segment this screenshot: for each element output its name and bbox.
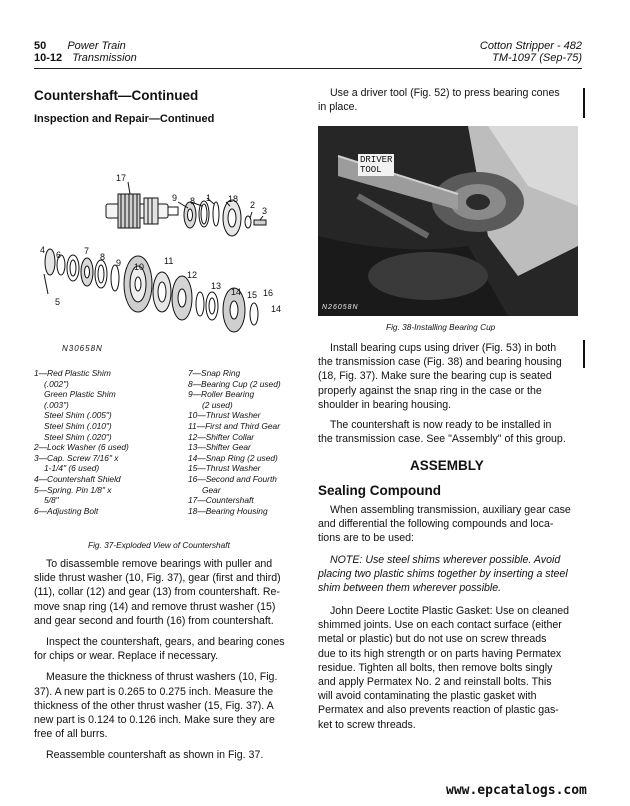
page-number: 50: [34, 40, 47, 52]
legend-column-2: [188, 368, 308, 516]
paragraph-inspect: [34, 635, 296, 663]
text-line: NOTE: Use steel shims wherever possible. Avoid: [330, 554, 561, 566]
label-line: TOOL: [360, 165, 382, 175]
text-line: the transmission case (Fig. 38) and bearing housing: [318, 356, 562, 369]
exploded-countershaft-figure: [40, 158, 302, 352]
running-header-right: [480, 40, 582, 64]
header-rule: [34, 68, 582, 69]
section-title: Power Train: [67, 40, 126, 52]
legend-item: Green Plastic Shim: [44, 389, 116, 400]
paragraph-reassemble: [34, 748, 296, 762]
section-heading: Countershaft—Continued: [34, 88, 199, 103]
legend-item: 5—Spring. Pin 1/8" x: [34, 484, 112, 495]
text-line: To disassemble remove bearings with puller and: [46, 558, 273, 570]
text-line: slide thrust washer (10, Fig. 37), gear (first and third): [34, 572, 281, 585]
figure-id: N30658N: [62, 344, 103, 353]
manual-number: TM-1097 (Sep-75): [492, 52, 582, 64]
text-line: Reassemble countershaft as shown in Fig. 37.: [46, 749, 264, 762]
text-line: Use a driver tool (Fig. 52) to press bearing cones: [330, 87, 560, 99]
legend-item: 12—Shifter Collar: [188, 431, 255, 442]
legend-item: 14—Snap Ring (2 used): [188, 452, 278, 463]
legend-item: Gear: [202, 484, 221, 495]
callout-2: 2: [250, 200, 256, 210]
text-line: new part is 0.124 to 0.126 inch. Make sure they are: [34, 714, 275, 727]
assembly-heading: ASSEMBLY: [410, 458, 484, 473]
legend-item: 9—Roller Bearing: [188, 389, 255, 400]
text-line: The countershaft is now ready to be installed in: [330, 419, 552, 431]
sealing-compound-heading: Sealing Compound: [318, 483, 441, 498]
callout-17: 17: [116, 173, 127, 183]
legend-item: (.003"): [44, 399, 69, 410]
photo-drawing: [318, 126, 578, 316]
text-line: 37). A new part is 0.265 to 0.275 inch. Measure the: [34, 685, 274, 698]
callout-7: 7: [84, 246, 90, 256]
running-header-left: [34, 40, 137, 64]
countershaft-shape: [106, 194, 178, 228]
legend-column-1: [34, 368, 184, 516]
legend-item: 11—First and Third Gear: [188, 420, 281, 431]
subsection-title: Transmission: [72, 52, 137, 64]
callout-14b: 14: [271, 304, 282, 314]
label-line: DRIVER: [360, 155, 393, 165]
callout-13: 13: [211, 281, 222, 291]
product-title: Cotton Stripper - 482: [479, 40, 582, 52]
text-line: (18, Fig. 37). Make sure the bearing cup is seated: [318, 370, 552, 383]
legend-item: 3—Cap. Screw 7/16" x: [34, 452, 119, 463]
text-line: and apply Permatex No. 2 and reinstall bolts. This: [318, 676, 552, 689]
text-line: tions are to be used:: [318, 532, 414, 545]
legend-item: 10—Thrust Washer: [188, 410, 261, 421]
legend-item: 8—Bearing Cup (2 used): [188, 378, 281, 389]
text-line: ket to screw threads.: [318, 718, 416, 731]
watermark: www.epcatalogs.com: [446, 783, 587, 798]
revision-bar: [583, 88, 585, 118]
subsection-number: 10-12: [34, 52, 63, 64]
paragraph-measure: [34, 670, 296, 741]
text-line: When assembling transmission, auxiliary gear case: [330, 504, 571, 516]
text-line: residue. Tighten all bolts, then remove bolts singly: [318, 661, 553, 674]
callout-6: 6: [56, 250, 62, 260]
photo-id: N26058N: [322, 304, 359, 311]
callout-8b: 8: [100, 252, 106, 262]
legend-item: 17—Countershaft: [188, 495, 254, 506]
callout-10: 10: [134, 262, 145, 272]
figure-37-caption: Fig. 37-Exploded View of Countershaft: [88, 540, 230, 550]
text-line: due to its high strength or on parts having Permatex: [318, 647, 562, 660]
text-line: in place.: [318, 101, 358, 114]
bearing-cup-photo: [318, 126, 578, 316]
text-line: free of all burrs.: [34, 728, 108, 741]
callout-5: 5: [55, 297, 61, 307]
text-line: Install bearing cups using driver (Fig. 53) in both: [330, 342, 557, 354]
text-line: metal or plastic) but do not use on screw threads: [318, 633, 547, 646]
text-line: placing two plastic shims together by inserting a steel: [318, 568, 568, 581]
figure-38-caption: Fig. 38-Installing Bearing Cup: [386, 322, 496, 332]
paragraph-loctite: [318, 604, 582, 732]
text-line: properly against the snap ring in the case or the: [318, 384, 542, 397]
legend-item: 4—Countershaft Shield: [34, 473, 121, 484]
legend-item: 15—Thrust Washer: [188, 463, 261, 474]
text-line: shoulder in bearing housing.: [318, 398, 452, 411]
paragraph-install-cups: [318, 341, 580, 412]
legend-item: 1—Red Plastic Shim: [34, 368, 111, 378]
text-line: and gear second and fourth (16) from countershaft.: [34, 614, 274, 627]
callout-14: 14: [231, 287, 242, 297]
callout-9b: 9: [116, 258, 122, 268]
callout-18: 18: [228, 194, 239, 204]
text-line: for chips or wear. Replace if necessary.: [34, 650, 219, 663]
legend-item: (2 used): [202, 399, 233, 410]
text-line: will avoid contaminating the plastic gasket with: [318, 690, 537, 703]
callout-16: 16: [263, 288, 274, 298]
legend-item: 1-1/4" (6 used): [44, 463, 100, 474]
text-line: shim between them wherever possible.: [318, 582, 502, 595]
text-line: thickness of the other thrust washer (15, Fig. 37). A: [34, 699, 274, 712]
text-line: the transmission case. See "Assembly" of this group.: [318, 433, 566, 446]
legend-item: Steel Shim (.020"): [44, 431, 112, 442]
callout-4: 4: [40, 245, 46, 255]
text-line: John Deere Loctite Plastic Gasket: Use on cleaned: [330, 605, 570, 617]
left-body: [34, 557, 296, 763]
legend-item: (.002"): [44, 378, 69, 389]
subsection-heading: Inspection and Repair—Continued: [34, 113, 215, 125]
callout-1: 1: [206, 193, 212, 203]
callout-3: 3: [262, 206, 268, 216]
callout-9: 9: [172, 193, 178, 203]
paragraph-disassemble: [34, 557, 296, 628]
paragraph-ready: [318, 418, 580, 446]
legend-item: 5/8": [44, 495, 59, 506]
text-line: Inspect the countershaft, gears, and bearing cones: [46, 636, 285, 649]
text-line: (11), collar (12) and gear (13) from countershaft. Re-: [34, 586, 280, 599]
text-line: shimmed joints. Use on each contact surface (either: [318, 619, 562, 632]
text-line: Permatex and also prevents reaction of plastic gas-: [318, 704, 559, 717]
revision-bar: [583, 340, 585, 368]
legend-item: 2—Lock Washer (6 used): [34, 442, 129, 453]
legend-item: 18—Bearing Housing: [188, 505, 268, 516]
legend-item: 6—Adjusting Bolt: [34, 505, 99, 516]
legend-item: 7—Snap Ring: [188, 368, 241, 378]
text-line: move snap ring (14) and remove thrust washer (15): [34, 600, 276, 613]
legend-item: Steel Shim (.005"): [44, 410, 112, 421]
callout-8: 8: [190, 196, 196, 206]
text-line: and differential the following compounds and loca-: [318, 518, 554, 531]
text-line: Measure the thickness of thrust washers (10, Fig.: [46, 671, 278, 684]
legend-item: 16—Second and Fourth: [188, 473, 277, 484]
callout-15: 15: [247, 290, 258, 300]
callout-11: 11: [164, 256, 174, 266]
right-intro: [318, 86, 580, 114]
callout-12: 12: [187, 270, 198, 280]
paragraph-compounds: [318, 503, 580, 546]
legend-item: Steel Shim (.010"): [44, 420, 112, 431]
legend-item: 13—Shifter Gear: [188, 442, 251, 453]
note-steel-shims: [318, 553, 582, 596]
driver-tool-label: [358, 154, 394, 176]
